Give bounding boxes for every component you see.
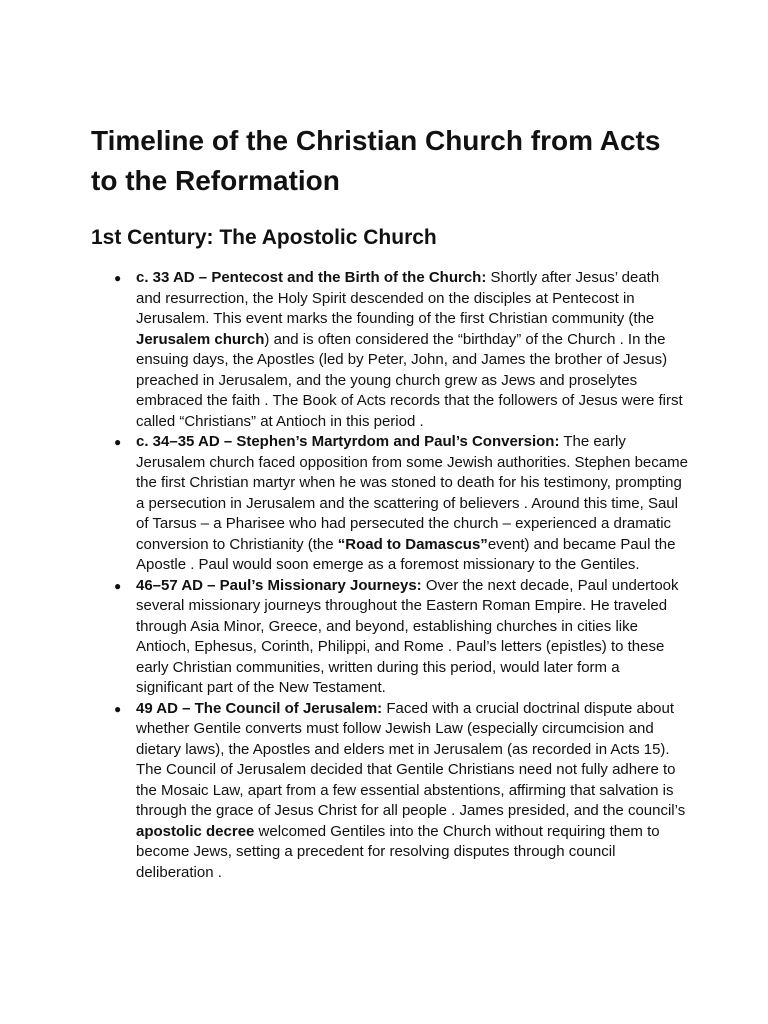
entry-text: Faced with a crucial doctrinal dispute about whether Gentile converts must follow Jewish Law (especially circumcision and dietary laws), the Apostles and elders met in Jerusalem (as recorded in Acts 15). The Council of Jerusalem decided that Gentile Christians need not fully adhere to the Mosaic Law, apart from a few essential abstentions, affirming that salvation is through the grace of Jesus Christ for all people . James presided, and the council’s [136,699,686,819]
timeline-list [91,268,688,883]
entry-text: welcomed Gentiles into the Church without requiring them to become Jews, setting a precedent for resolving disputes through council deliberation . [136,822,660,881]
timeline-entry-missionary-journeys [91,576,688,699]
entry-bold-term: “Road to Damascus” [337,535,488,553]
bullet-icon: ● [114,271,122,285]
entry-text: event) and became Paul the Apostle . Paul would soon emerge as a foremost missionary to the Gentiles. [136,535,676,573]
bullet-icon: ● [114,578,122,593]
timeline-entry-pentecost [91,268,688,432]
entry-text: ) and is often considered the “birthday” of the Church . In the ensuing days, the Apostles (led by Peter, John, and James the brother of Jesus) preached in Jerusalem, and the young church grew as Jews and proselytes embraced the faith . The Book of Acts records that the followers of Jesus were first called “Christians” at Antioch in this period . [136,330,683,430]
entry-bold-term: Jerusalem church [136,330,265,348]
entry-heading: c. 33 AD – Pentecost and the Birth of the Church: [136,269,487,286]
bullet-icon: ● [114,435,122,449]
entry-text: Shortly after Jesus’ death and resurrection, the Holy Spirit descended on the disciples at Pentecost in Jerusalem. This event marks the founding of the first Christian community (the [136,269,660,327]
document-title: Timeline of the Christian Church from Acts to the Reformation [91,125,661,196]
entry-heading: c. 34–35 AD – Stephen’s Martyrdom and Paul’s Conversion: [136,433,560,450]
timeline-entry-stephen-paul [91,432,688,576]
entry-bold-term: apostolic decree [136,822,255,840]
bullet-icon: ● [114,701,122,716]
entry-heading: 49 AD – The Council of Jerusalem: [136,699,383,717]
entry-heading: 46–57 AD – Paul’s Missionary Journeys: [136,576,422,594]
entry-text: The early Jerusalem church faced opposition from some Jewish authorities. Stephen became the first Christian martyr when he was stoned to death for his testimony, prompting a persecution in Jerusalem and the scattering of believers . Around this time, Saul of Tarsus – a Pharisee who had persecuted the church – experienced a dramatic conversion to Christianity (the [136,433,688,553]
section-heading: 1st Century: The Apostolic Church [91,226,437,249]
entry-text: Over the next decade, Paul undertook several missionary journeys throughout the Eastern Roman Empire. He traveled through Asia Minor, Greece, and beyond, establishing churches in cities like Antioch, Ephesus, Corinth, Philippi, and Rome . Paul’s letters (epistles) to these early Christian communities, written during this period, would later form a significant part of the New Testament. [136,576,679,696]
timeline-entry-council-jerusalem [91,699,688,884]
